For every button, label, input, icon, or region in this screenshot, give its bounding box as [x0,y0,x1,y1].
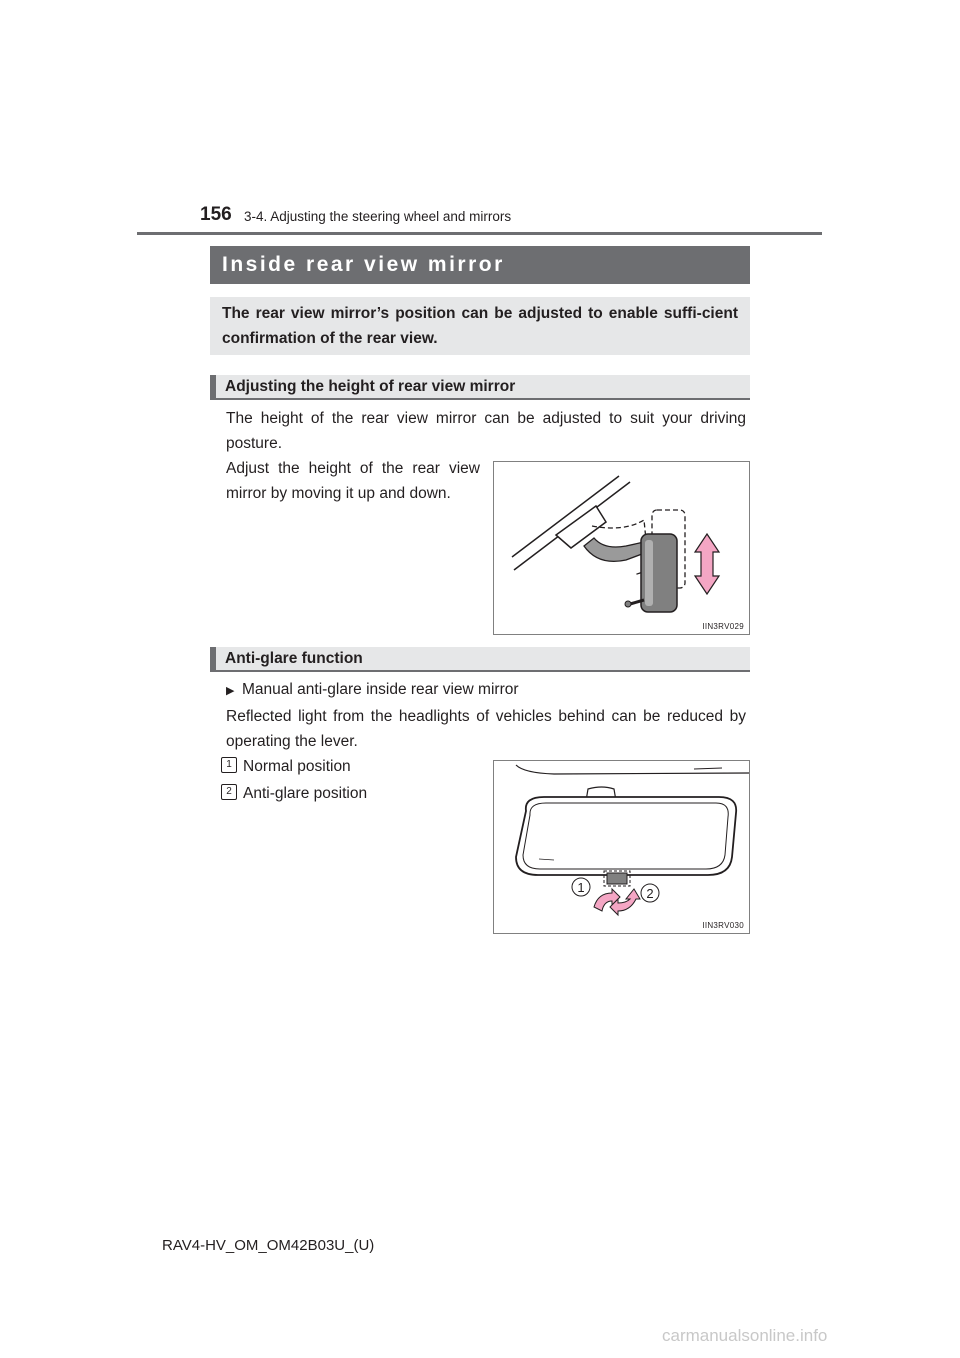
mirror-height-illustration [494,462,749,634]
antiglare-bullet [226,677,746,704]
section-title: Inside rear view mirror [210,246,750,284]
height-figure [493,461,750,635]
callout-2: 2 [646,886,654,901]
up-down-arrow-icon [695,534,719,594]
item-number-badge: 1 [221,757,237,773]
figure-code: IIN3RV030 [702,921,744,930]
item-number-badge: 2 [221,784,237,800]
document-id: RAV4-HV_OM_OM42B03U_(U) [162,1237,375,1254]
header-divider [137,232,822,235]
section-intro: The rear view mirror’s position can be adjusted to enable suffi-cient confirmation of the rear view. [210,297,750,355]
height-heading: Adjusting the height of rear view mirror [210,375,750,400]
watermark: carmanualsonline.info [662,1326,828,1345]
antiglare-bullet-text: Manual anti-glare inside rear view mirror [242,681,519,698]
triangle-bullet-icon: ▶ [226,685,235,697]
mirror-antiglare-illustration [494,761,749,933]
item-label: Anti-glare position [243,785,368,802]
chapter-title: 3-4. Adjusting the steering wheel and mirrors [244,209,512,224]
page-number: 156 [200,204,232,225]
curved-double-arrow-icon [594,889,640,915]
figure-code: IIN3RV029 [702,622,744,631]
antiglare-heading: Anti-glare function [210,647,750,672]
antiglare-figure [493,760,750,934]
callout-1: 1 [577,880,585,895]
height-paragraph: The height of the rear view mirror can be adjusted to suit your driving posture. [226,410,746,452]
antiglare-paragraph: Reflected light from the headlights of vehicles behind can be reduced by operating the lever. [226,708,746,750]
item-label: Normal position [243,758,351,775]
height-instruction: Adjust the height of the rear view mirror by moving it up and down. [226,460,480,502]
